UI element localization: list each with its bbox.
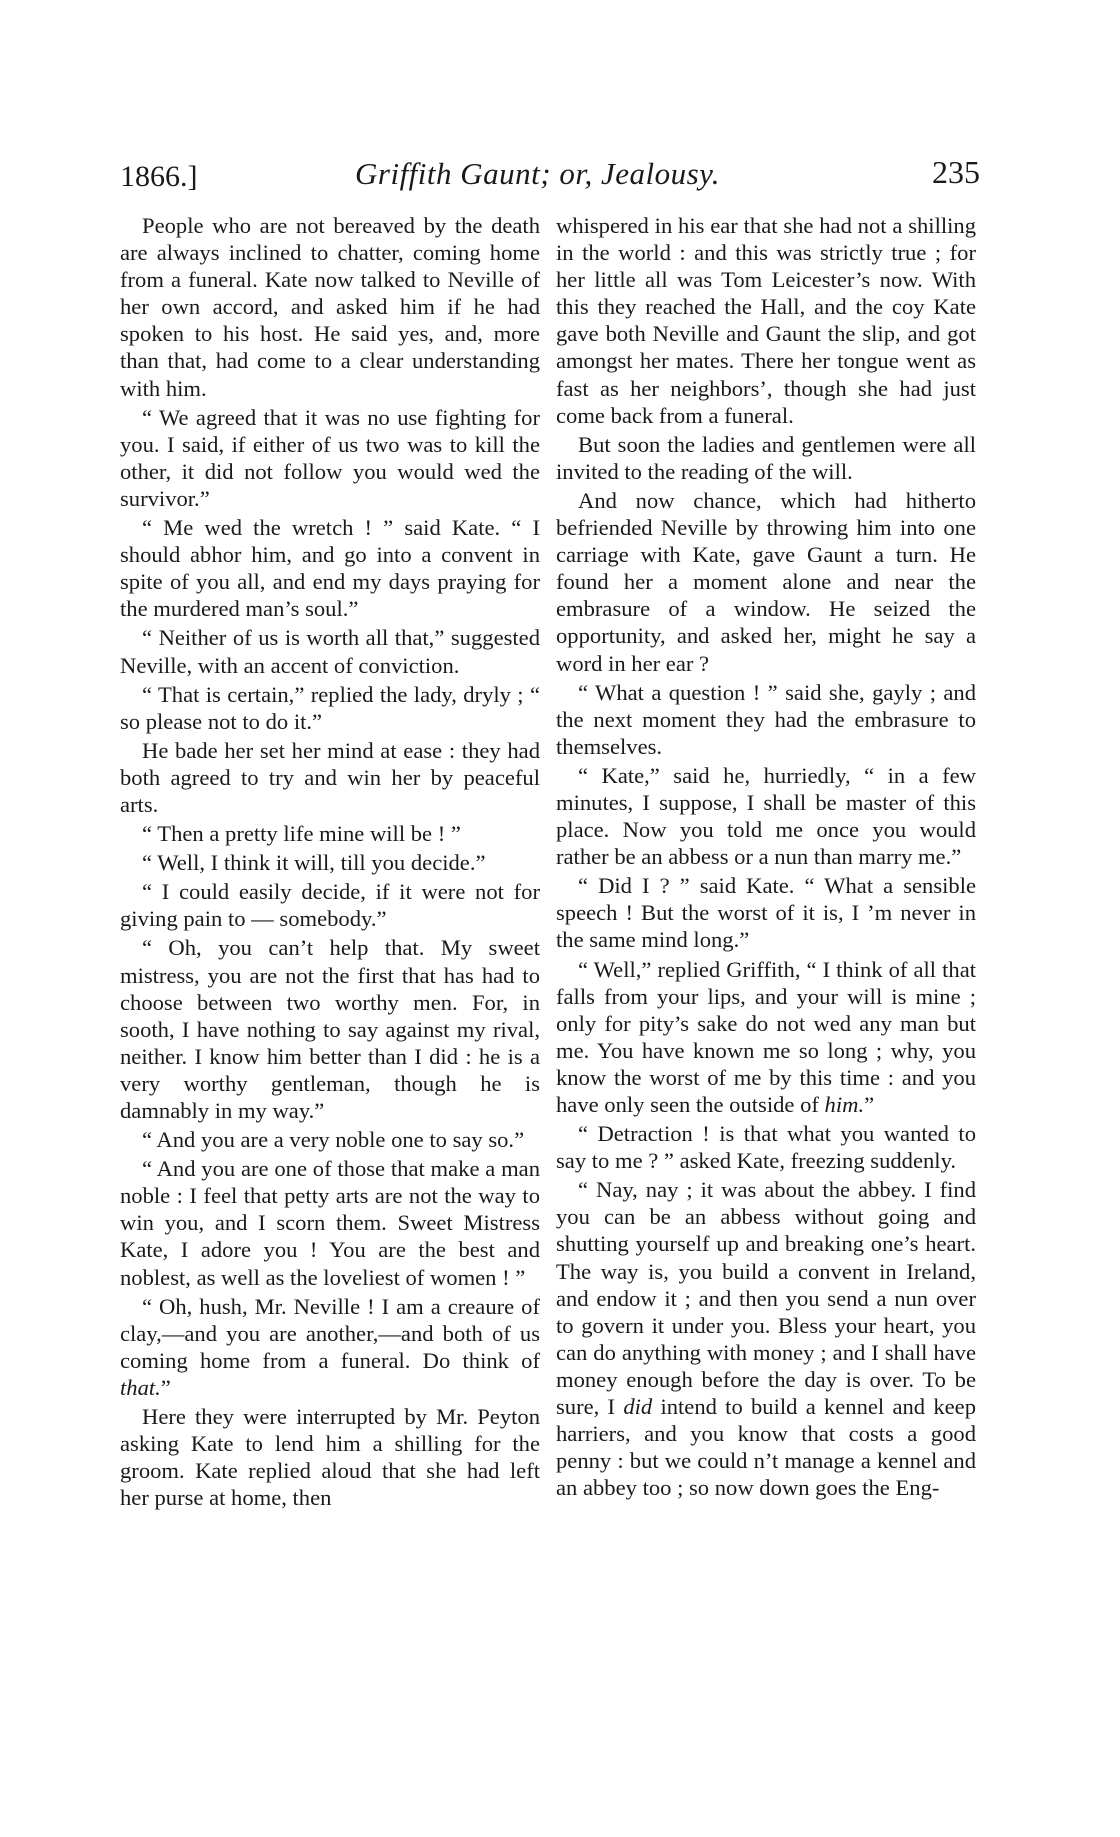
paragraph-text: “ Oh, hush, Mr. Neville ! I am a creaure of clay,—and you are another,—and both of us coming home from a funeral. Do think of — [120, 1293, 540, 1373]
paragraph: “ Then a pretty life mine will be ! ” — [142, 821, 461, 847]
paragraph: He bade her set her mind at ease : they had both agreed to try and win her by peaceful arts. — [120, 737, 540, 817]
paragraph: “ Me wed the wretch ! ” said Kate. “ I should abhor him, and go into a convent in spite of you all, and end my days praying for the murdered man’s soul.” — [120, 515, 540, 622]
paragraph: “ I could easily decide, if it were not for giving pain to — somebody.” — [120, 879, 540, 932]
paragraph-text: intend to build a kennel and keep harriers, and you know that costs a good penny : but we could n’t manage a kennel and an abbey too ; so now down goes the Eng- — [556, 1394, 976, 1501]
paragraph: “ What a question ! ” said she, gayly ; and the next moment they had the embrasure to themselves. — [556, 679, 976, 759]
paragraph: “ Kate,” said he, hurriedly, “ in a few minutes, I suppose, I shall be master of this place. Now you told me once you would rather be an abbess or a nun than marry me.” — [556, 762, 976, 870]
paragraph: People who are not bereaved by the death are always inclined to chatter, coming home from a funeral. Kate now talked to Neville of her own accord, and asked him if he had spoken to his host. He said yes, and, more than that, had come to a clear understanding with him. — [120, 213, 540, 401]
paragraph — [556, 1176, 976, 1501]
paragraph: “ And you are one of those that make a man noble : I feel that petty arts are not the way to win you, and I scorn them. Sweet Mistress Kate, I adore you ! You are the best and noblest, as well as the loveliest of women ! ” — [120, 1156, 540, 1290]
left-column — [120, 212, 540, 1513]
paragraph: “ Detraction ! is that what you wanted to say to me ? ” asked Kate, freezing suddenly. — [556, 1121, 976, 1174]
paragraph — [120, 1293, 540, 1401]
page-number: 235 — [932, 154, 980, 190]
paragraph-text: “ Nay, nay ; it was about the abbey. I find you can be an abbess without going and shutting yourself up and breaking one’s heart. The way is, you build a convent in Ireland, and endow it ; and then you send a nun over to govern it under you. Bless your heart, you can do anything with money ; and I shall have money enough before the day is over. To be sure, I — [556, 1177, 976, 1420]
paragraph: “ Did I ? ” said Kate. “ What a sensible speech ! But the worst of it is, I ’m never in the same mind long.” — [556, 873, 976, 953]
italic-word: that. — [120, 1374, 161, 1400]
paragraph — [556, 956, 976, 1119]
italic-word: did — [623, 1394, 653, 1420]
closing-quote: ” — [160, 1374, 171, 1400]
paragraph: “ That is certain,” replied the lady, dryly ; “ so please not to do it.” — [120, 681, 540, 734]
italic-word: him. — [824, 1092, 865, 1117]
paragraph: “ Well, I think it will, till you decide.” — [142, 850, 486, 876]
paragraph: “ We agreed that it was no use fighting for you. I said, if either of us two was to kill the other, it did not follow you would wed the survivor.” — [120, 404, 540, 511]
right-column — [556, 212, 976, 1503]
paragraph-text: “ Well,” replied Griffith, “ I think of all that falls from your lips, and your will is mine ; only for pity’s sake do not wed any man but me. You have known me so long ; why, you know the worst of me by this time : and you have only seen the outside of — [556, 956, 976, 1117]
paragraph: But soon the ladies and gentlemen were all invited to the reading of the will. — [556, 431, 976, 484]
closing-quote: ” — [864, 1092, 875, 1117]
paragraph: Here they were interrupted by Mr. Peyton asking Kate to lend him a shilling for the groom. Kate replied aloud that she had left her purse at home, then — [120, 1404, 540, 1511]
paragraph: “ And you are a very noble one to say so.” — [142, 1127, 525, 1153]
header-year: 1866.] — [120, 160, 198, 193]
paragraph: “ Neither of us is worth all that,” suggested Neville, with an accent of conviction. — [120, 625, 540, 678]
paragraph: whispered in his ear that she had not a shilling in the world : and this was strictly true ; for her little all was Tom Leicester’s now. With this they reached the Hall, and the coy Kate gave both Neville and Gaunt the slip, and got amongst her mates. There her tongue went as fast as her neighbors’, though she had just come back from a funeral. — [556, 213, 976, 428]
running-head — [120, 150, 1000, 200]
header-title: Griffith Gaunt; or, Jealousy. — [355, 156, 720, 191]
paragraph: “ Oh, you can’t help that. My sweet mistress, you are not the first that has had to choose between two worthy men. For, in sooth, I have nothing to say against my rival, neither. I know him better than I did : he is a very worthy gentleman, though he is damnably in my way.” — [120, 935, 540, 1123]
paragraph: And now chance, which had hitherto befriended Neville by throwing him into one carriage with Kate, gave Gaunt a turn. He found her a moment alone and near the embrasure of a window. He seized the opportunity, and asked her, might he say a word in her ear ? — [556, 487, 976, 676]
